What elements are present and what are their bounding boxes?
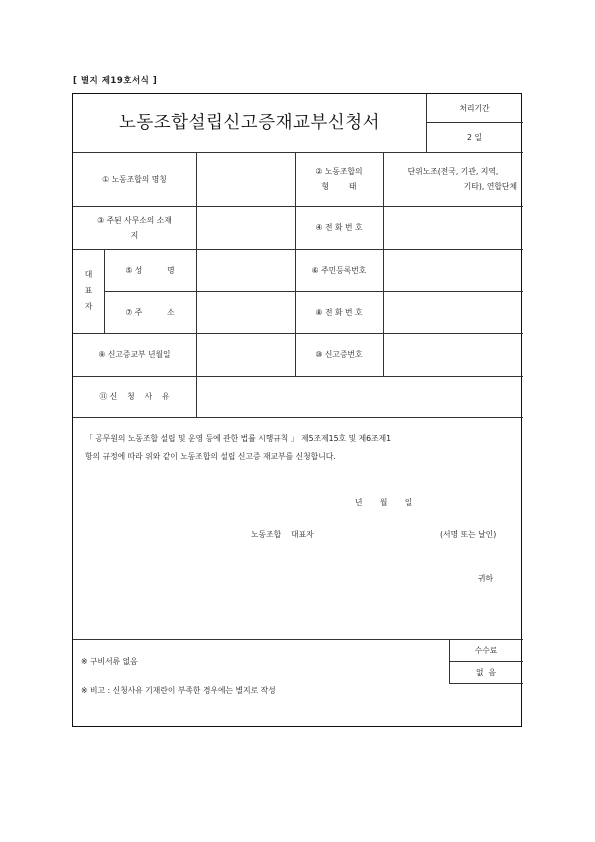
union-name-field[interactable] bbox=[196, 152, 295, 206]
addressee: 귀하 bbox=[478, 574, 494, 583]
rep-address-label: ⑦ 주 소 bbox=[125, 307, 175, 317]
sign-note: (서명 또는 날인) bbox=[440, 530, 497, 539]
processing-period-label: 처리기간 bbox=[459, 103, 490, 113]
representative-char: 자 bbox=[84, 302, 93, 311]
rep-phone-field[interactable] bbox=[383, 291, 523, 333]
representative-char: 대 bbox=[84, 270, 93, 279]
office-phone-label: ④ 전 화 번 호 bbox=[315, 223, 363, 232]
rep-address-field[interactable] bbox=[196, 291, 295, 333]
union-name-label: ① 노동조합의 명칭 bbox=[102, 174, 167, 184]
application-form bbox=[72, 93, 522, 727]
application-date: 년 월 일 bbox=[355, 498, 413, 507]
form-title: 노동조합설립신고증재교부신청서 bbox=[118, 112, 381, 133]
form-number-label: [ 별지 제19호서식 ] bbox=[73, 76, 158, 86]
office-phone-field[interactable] bbox=[383, 206, 523, 249]
divider bbox=[73, 417, 523, 418]
cert-number-field[interactable] bbox=[383, 333, 523, 376]
union-type-value-line2: 기타), 연합단체 bbox=[463, 182, 517, 191]
main-office-label-line1: ③ 주된 사무소의 소재 bbox=[97, 215, 172, 225]
issue-date-field[interactable] bbox=[196, 333, 295, 376]
representative-char: 표 bbox=[84, 286, 93, 295]
processing-period-value: 2 일 bbox=[467, 132, 482, 142]
union-type-label-line2: 형 태 bbox=[321, 182, 357, 191]
reason-field[interactable] bbox=[196, 376, 523, 417]
fee-label: 수수료 bbox=[474, 645, 498, 655]
main-office-field[interactable] bbox=[196, 206, 295, 249]
divider bbox=[449, 683, 523, 684]
main-office-label bbox=[73, 206, 196, 249]
remarks-note: ※ 비고 : 신청사유 기재란이 부족한 경우에는 별지로 작성 bbox=[81, 686, 276, 695]
rep-name-label: ⑤ 성 명 bbox=[125, 265, 175, 275]
statement-line2: 항의 규정에 따라 위와 같이 노동조합의 설립 신고증 재교부를 신청합니다. bbox=[85, 452, 336, 461]
signer-label: 노동조합 대표자 bbox=[251, 530, 314, 539]
cert-number-label: ⑩ 신고증번호 bbox=[315, 350, 363, 359]
rep-phone-label: ⑧ 전 화 번 호 bbox=[315, 307, 363, 317]
rep-id-field[interactable] bbox=[383, 249, 523, 291]
main-office-label-line2: 지 bbox=[130, 230, 139, 240]
rep-id-label: ⑥ 주민등록번호 bbox=[311, 265, 367, 275]
union-type-value-line1: 단위노조(전국, 기관, 지역, bbox=[407, 167, 499, 176]
reason-label: ⑪ 신 청 사 유 bbox=[99, 392, 170, 401]
statement-line1: 「 공무원의 노동조합 설립 및 운영 등에 관한 법률 시행규칙 」 제5조제15호 및 제6조제1 bbox=[85, 434, 392, 443]
union-type-label-line1: ② 노동조합의 bbox=[315, 167, 363, 176]
representative-label bbox=[73, 249, 104, 333]
fee-value: 없 음 bbox=[475, 667, 497, 677]
union-type-field[interactable] bbox=[383, 152, 523, 206]
issue-date-label: ⑨ 신고증교부 년월일 bbox=[98, 350, 171, 359]
rep-name-field[interactable] bbox=[196, 249, 295, 291]
required-documents-note: ※ 구비서류 없음 bbox=[81, 657, 138, 666]
union-type-label bbox=[295, 152, 383, 206]
